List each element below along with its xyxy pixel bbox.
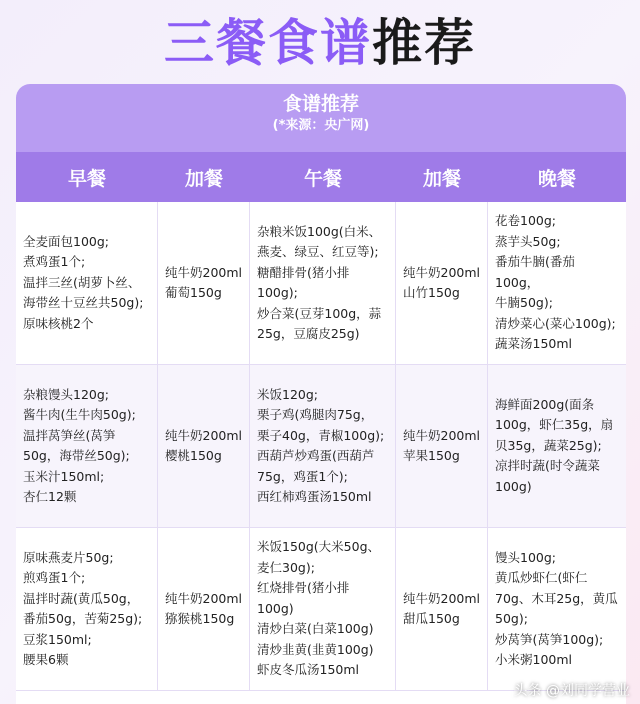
cell-snack2: 纯牛奶200ml 苹果150g (396, 365, 488, 527)
cell-dinner: 海鲜面200g(面条 100g，虾仁35g，扇 贝35g，蔬菜25g); 凉拌时蔬(时令蔬菜 100g) (495, 396, 614, 494)
table-row (16, 528, 626, 691)
cell-breakfast: 全麦面包100g; 煮鸡蛋1个; 温拌三丝(胡萝卜丝、 海带丝十豆丝共50g); 原味核桃2个 (16, 202, 158, 364)
cell-snack1: 纯牛奶200ml 猕猴桃150g (158, 528, 250, 690)
cell-breakfast: 原味燕麦片50g; 煎鸡蛋1个; 温拌时蔬(黄瓜50g， 番茄50g，苦菊25g); 豆浆150ml; 腰果6颗 (16, 528, 158, 690)
cell-snack2: 纯牛奶200ml 甜瓜150g (396, 528, 488, 690)
column-header-lunch: 午餐 (303, 167, 342, 190)
table-body (16, 202, 626, 691)
column-header-breakfast: 早餐 (67, 167, 106, 190)
table-header-banner (16, 84, 626, 152)
table-title: 食谱推荐 (282, 93, 359, 115)
page-title-part2: 推荐 (372, 14, 476, 72)
column-headers (16, 152, 626, 202)
cell-dinner: 花卷100g; 蒸芋头50g; 番茄牛腩(番茄100g， 牛腩50g); 清炒菜心(菜心100g); 蔬菜汤150ml (495, 213, 616, 352)
page-title (0, 6, 640, 80)
column-header-snack1: 加餐 (184, 167, 223, 190)
page-title-part1: 三餐食谱 (164, 14, 372, 72)
cell-lunch: 杂粮米饭100g(白米、 燕麦、绿豆、红豆等); 糖醋排骨(猪小排 100g); 炒合菜(豆芽100g，蒜 25g，豆腐皮25g) (250, 202, 396, 364)
cell-lunch: 米饭120g; 栗子鸡(鸡腿肉75g， 栗子40g，青椒100g); 西葫芦炒鸡蛋(西葫芦 75g，鸡蛋1个); 西红柿鸡蛋汤150ml (250, 365, 396, 527)
cell-lunch: 米饭150g(大米50g、 麦仁30g); 红烧排骨(猪小排 100g) 清炒白菜(白菜100g) 清炒韭黄(韭黄100g) 虾皮冬瓜汤150ml (250, 528, 396, 690)
table-row (16, 365, 626, 528)
recipe-table (16, 84, 626, 704)
cell-snack1: 纯牛奶200ml 葡萄150g (158, 202, 250, 364)
column-header-dinner: 晚餐 (537, 167, 576, 190)
cell-snack2: 纯牛奶200ml 山竹150g (396, 202, 488, 364)
cell-dinner: 馒头100g; 黄瓜炒虾仁(虾仁 70g、木耳25g，黄瓜 50g); 炒莴笋(莴笋100g); 小米粥100ml (495, 549, 618, 667)
table-row (16, 202, 626, 365)
cell-breakfast: 杂粮馒头120g; 酱牛肉(生牛肉50g); 温拌莴笋丝(莴笋 50g，海带丝50g); 玉米汁150ml; 杏仁12颗 (16, 365, 158, 527)
cell-snack1: 纯牛奶200ml 樱桃150g (158, 365, 250, 527)
watermark: 头条 @刘同学营业 (513, 683, 630, 699)
table-source: (*来源：央广网) (272, 118, 370, 133)
column-header-snack2: 加餐 (422, 167, 461, 190)
